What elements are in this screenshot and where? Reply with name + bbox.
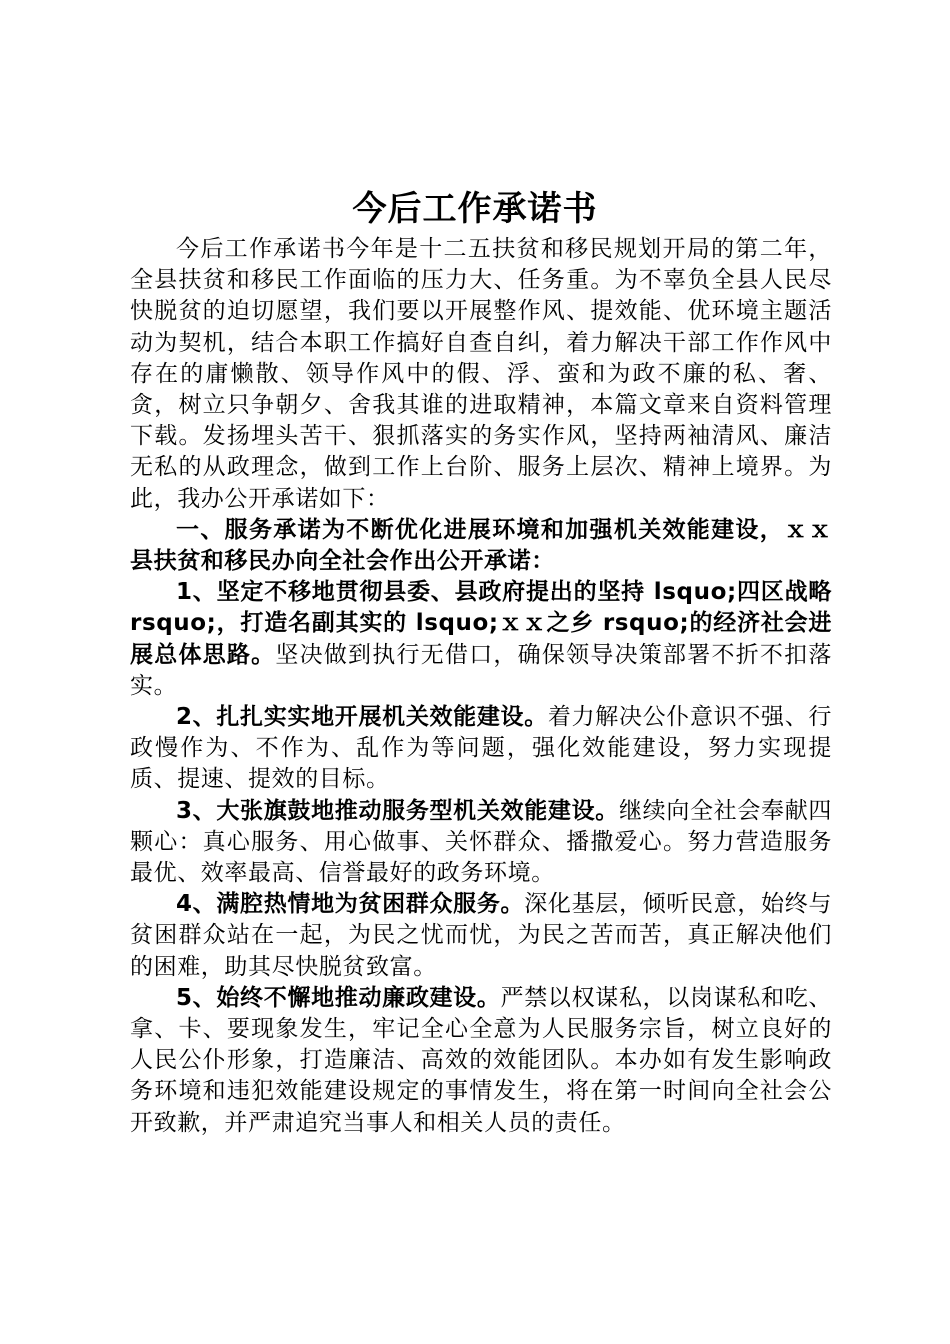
commitment-item-1	[130, 577, 832, 702]
intro-paragraph: 今后工作承诺书今年是十二五扶贫和移民规划开局的第二年，全县扶贫和移民工作面临的压力大、任务重。为不辜负全县人民尽快脱贫的迫切愿望，我们要以开展整作风、提效能、优环境主题活动为契机，结合本职工作搞好自查自纠，着力解决干部工作作风中存在的庸懒散、领导作风中的假、浮、蛮和为政不廉的私、奢、贪，树立只争朝夕、舍我其谁的进取精神，本篇文章来自资料管理下载。发扬埋头苦干、狠抓落实的务实作风，坚持两袖清风、廉洁无私的从政理念，做到工作上台阶、服务上层次、精神上境界。为此，我办公开承诺如下：	[130, 236, 832, 512]
commitment-item-3-heading: 3、大张旗鼓地推动服务型机关效能建设。	[176, 797, 619, 824]
document-title: 今后工作承诺书	[352, 189, 598, 229]
section-heading: 一、服务承诺为不断优化进展环境和加强机关效能建设，ｘｘ县扶贫和移民办向全社会作出公开承诺：	[130, 516, 832, 575]
commitment-item-2-heading: 2、扎扎实实地开展机关效能建设。	[176, 704, 548, 731]
commitment-item-2	[130, 702, 832, 796]
commitment-item-4	[130, 889, 832, 983]
commitment-item-1-heading: 1、坚定不移地贯彻县委、县政府提出的坚持 lsquo;四区战略 rsquo;，打造名副其实的 lsquo;ｘｘ之乡 rsquo;的经济社会进展总体思路。	[130, 579, 832, 668]
commitment-item-5	[130, 983, 832, 1139]
commitment-item-4-text: 深化基层，倾听民意，始终与贫困群众站在一起，为民之忧而忧，为民之苦而苦，真正解决他们的困难，助其尽快脱贫致富。	[130, 891, 832, 980]
commitment-item-5-text: 严禁以权谋私，以岗谋私和吃、拿、卡、要现象发生，牢记全心全意为人民服务宗旨，树立良好的人民公仆形象，打造廉洁、高效的效能团队。本办如有发生影响政务环境和违犯效能建设规定的事情发生，将在第一时间向全社会公开致歉，并严肃追究当事人和相关人员的责任。	[130, 984, 833, 1136]
commitment-item-1-text: 坚决做到执行无借口，确保领导决策部署不折不扣落实。	[130, 641, 832, 699]
document-body	[130, 234, 832, 1139]
commitment-item-5-heading: 5、始终不懈地推动廉政建设。	[176, 984, 501, 1011]
commitment-item-2-text: 着力解决公仆意识不强、行政慢作为、不作为、乱作为等问题，强化效能建设，努力实现提质、提速、提效的目标。	[130, 704, 832, 793]
commitment-item-3	[130, 796, 832, 890]
commitment-item-4-heading: 4、满腔热情地为贫困群众服务。	[176, 891, 525, 918]
commitment-item-3-text: 继续向全社会奉献四颗心：真心服务、用心做事、关怀群众、播撒爱心。努力营造服务最优、效率最高、信誉最好的政务环境。	[130, 797, 833, 887]
